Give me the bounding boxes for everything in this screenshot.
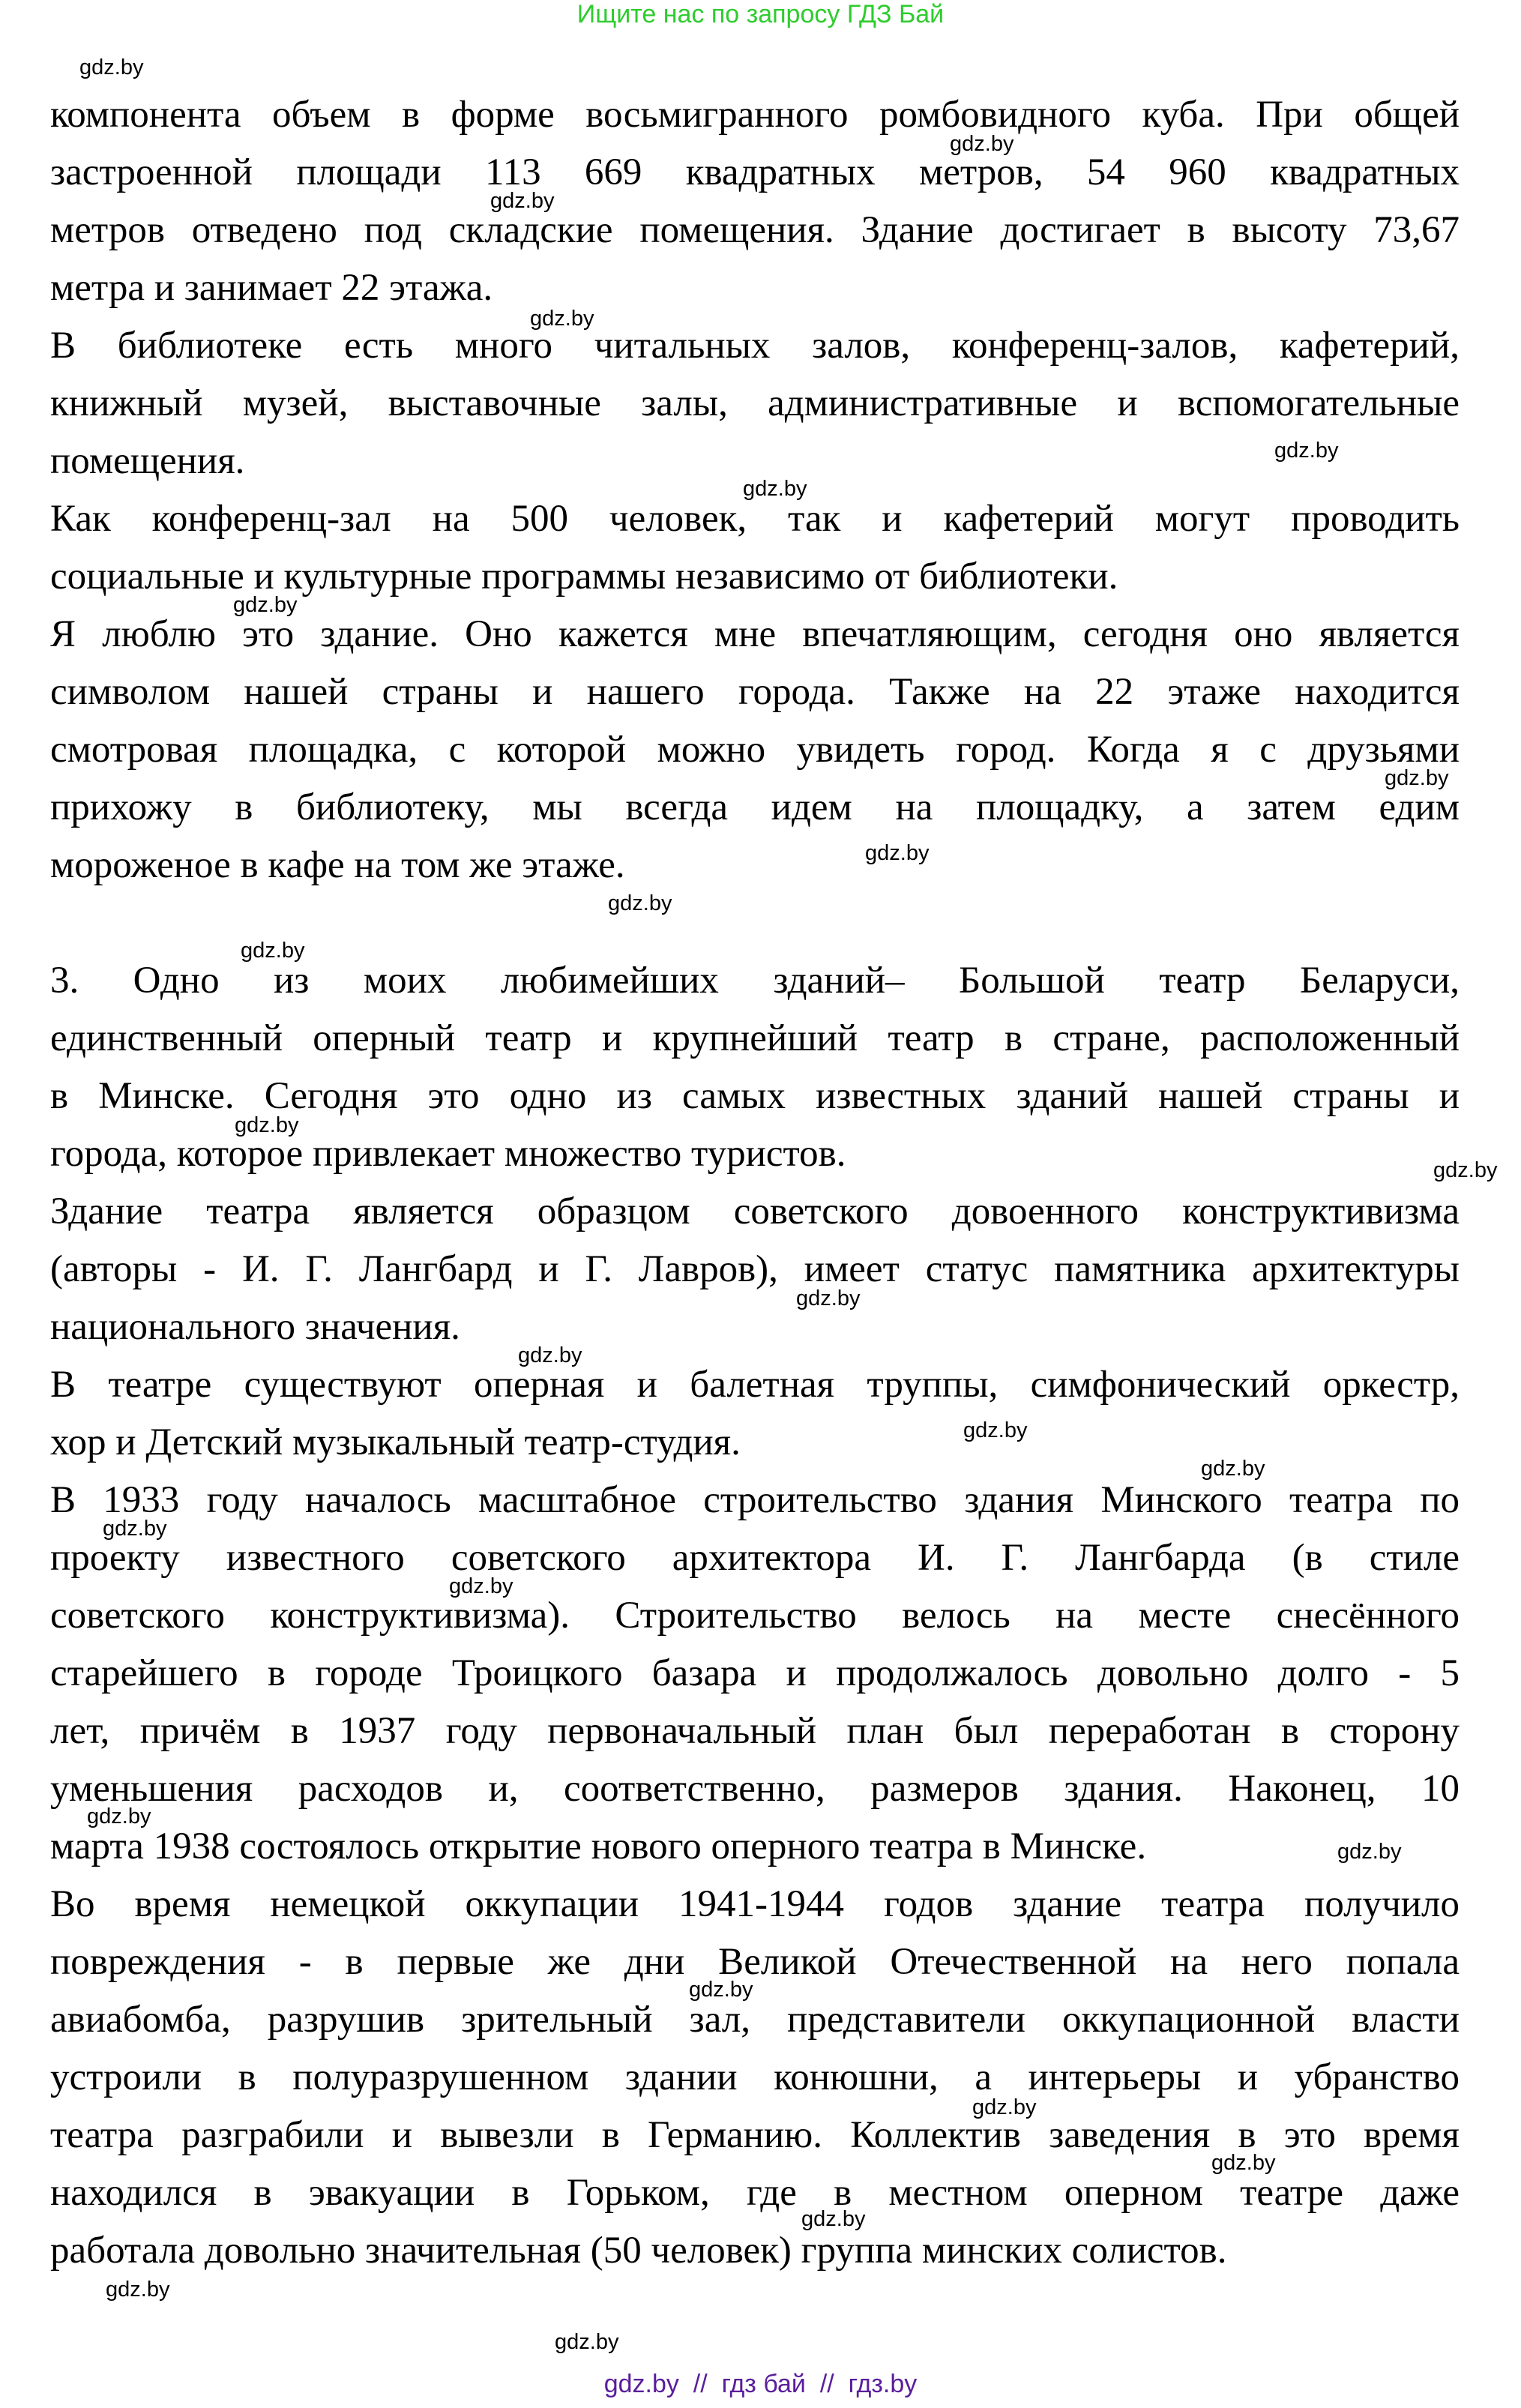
text-line: (авторы - И. Г. Лангбард и Г. Лавров), имеет статус памятника архитектуры — [50, 1248, 1460, 1290]
watermark: gdz.by — [103, 1517, 167, 1541]
text-line: единственный оперный театр и крупнейший театр в стране, расположенный — [50, 1017, 1460, 1059]
watermark: gdz.by — [490, 189, 555, 213]
text-line: компонента объем в форме восьмигранного ромбовидного куба. При общей — [50, 94, 1460, 136]
text-line: метров отведено под складские помещения. Здание достигает в высоту 73,67 — [50, 209, 1460, 251]
paragraph — [50, 1183, 1460, 1356]
watermark: gdz.by — [1274, 439, 1339, 463]
watermark: gdz.by — [963, 1418, 1028, 1442]
watermark: gdz.by — [950, 132, 1014, 156]
text-line: 3. Одно из моих любимейших зданий– Большой театр Беларуси, — [50, 960, 1460, 1002]
text-line: мороженое в кафе на том же этаже. — [50, 844, 625, 886]
watermark: gdz.by — [865, 841, 930, 865]
text-line: социальные и культурные программы независимо от библиотеки. — [50, 556, 1118, 598]
text-line: Во время немецкой оккупации 1941-1944 годов здание театра получило — [50, 1883, 1460, 1925]
watermark: gdz.by — [233, 593, 298, 617]
text-line: уменьшения расходов и, соответственно, размеров здания. Наконец, 10 — [50, 1768, 1460, 1810]
watermark: gdz.by — [1337, 1840, 1402, 1864]
text-line: метра и занимает 22 этажа. — [50, 267, 493, 309]
text-line: находился в эвакуации в Горьком, где в местном оперном театре даже — [50, 2172, 1460, 2214]
watermark: gdz.by — [241, 939, 305, 963]
text-line: проекту известного советского архитектора И. Г. Лангбарда (в стиле — [50, 1537, 1460, 1579]
paragraph — [50, 317, 1460, 490]
document-text — [50, 86, 1460, 2280]
watermark: gdz.by — [1385, 766, 1449, 790]
watermark: gdz.by — [1201, 1457, 1265, 1481]
text-line: устроили в полуразрушенном здании конюшни, а интерьеры и убранство — [50, 2056, 1460, 2098]
watermark: gdz.by — [743, 477, 807, 501]
text-line: театра разграбили и вывезли в Германию. Коллектив заведения в это время — [50, 2114, 1460, 2156]
footer-links[interactable]: gdz.by // гдз бай // гдз.by — [603, 2370, 918, 2398]
text-line: марта 1938 состоялось открытие нового оперного театра в Минске. — [50, 1825, 1147, 1867]
watermark: gdz.by — [1433, 1158, 1498, 1182]
watermark: gdz.by — [608, 891, 672, 915]
watermark: gdz.by — [1211, 2151, 1276, 2175]
watermark: gdz.by — [801, 2207, 866, 2231]
watermark: gdz.by — [796, 1286, 861, 1310]
text-line: книжный музей, выставочные залы, административные и вспомогательные — [50, 382, 1460, 424]
search-banner[interactable]: Ищите нас по запросу ГДЗ Бай — [576, 0, 945, 28]
text-line: Как конференц-зал на 500 человек, так и кафетерий могут проводить — [50, 498, 1460, 540]
text-line: авиабомба, разрушив зрительный зал, представители оккупационной власти — [50, 1999, 1460, 2041]
text-line: символом нашей страны и нашего города. Также на 22 этаже находится — [50, 671, 1460, 713]
watermark: gdz.by — [106, 2278, 170, 2302]
text-line: Я люблю это здание. Оно кажется мне впечатляющим, сегодня оно является — [50, 613, 1460, 655]
watermark: gdz.by — [555, 2330, 619, 2354]
text-line: лет, причём в 1937 году первоначальный план был переработан в сторону — [50, 1710, 1460, 1752]
watermark: gdz.by — [79, 55, 144, 79]
text-line: в Минске. Сегодня это одно из самых известных зданий нашей страны и — [50, 1075, 1460, 1117]
text-line: В библиотеке есть много читальных залов, конференц-залов, кафетерий, — [50, 325, 1460, 367]
watermark: gdz.by — [449, 1574, 513, 1598]
text-line: В 1933 году началось масштабное строительство здания Минского театра по — [50, 1479, 1460, 1521]
watermark: gdz.by — [972, 2095, 1037, 2119]
watermark: gdz.by — [689, 1978, 753, 2002]
paragraph — [50, 606, 1460, 894]
text-line: Здание театра является образцом советского довоенного конструктивизма — [50, 1191, 1460, 1232]
text-line: хор и Детский музыкальный театр-студия. — [50, 1421, 741, 1463]
text-line: застроенной площади 113 669 квадратных метров, 54 960 квадратных — [50, 151, 1460, 193]
watermark: gdz.by — [530, 307, 594, 331]
paragraph — [50, 1472, 1460, 1876]
text-line: старейшего в городе Троицкого базара и продолжалось довольно долго - 5 — [50, 1652, 1460, 1694]
text-line: города, которое привлекает множество туристов. — [50, 1133, 846, 1175]
paragraph — [50, 1356, 1460, 1472]
paragraph — [50, 86, 1460, 317]
text-line: национального значения. — [50, 1306, 460, 1348]
text-line: прихожу в библиотеку, мы всегда идем на площадку, а затем едим — [50, 786, 1460, 828]
watermark: gdz.by — [87, 1805, 151, 1828]
watermark: gdz.by — [235, 1113, 299, 1137]
watermark: gdz.by — [518, 1343, 582, 1367]
paragraph — [50, 490, 1460, 606]
text-line: помещения. — [50, 440, 245, 482]
text-line: повреждения - в первые же дни Великой Отечественной на него попала — [50, 1941, 1460, 1983]
text-line: работала довольно значительная (50 человек) группа минских солистов. — [50, 2230, 1227, 2272]
text-line: советского конструктивизма). Строительство велось на месте снесённого — [50, 1595, 1460, 1637]
paragraph — [50, 1876, 1460, 2280]
paragraph — [50, 952, 1460, 1183]
text-line: смотровая площадка, с которой можно увидеть город. Когда я с друзьями — [50, 729, 1460, 771]
text-line: В театре существуют оперная и балетная труппы, симфонический оркестр, — [50, 1364, 1460, 1406]
